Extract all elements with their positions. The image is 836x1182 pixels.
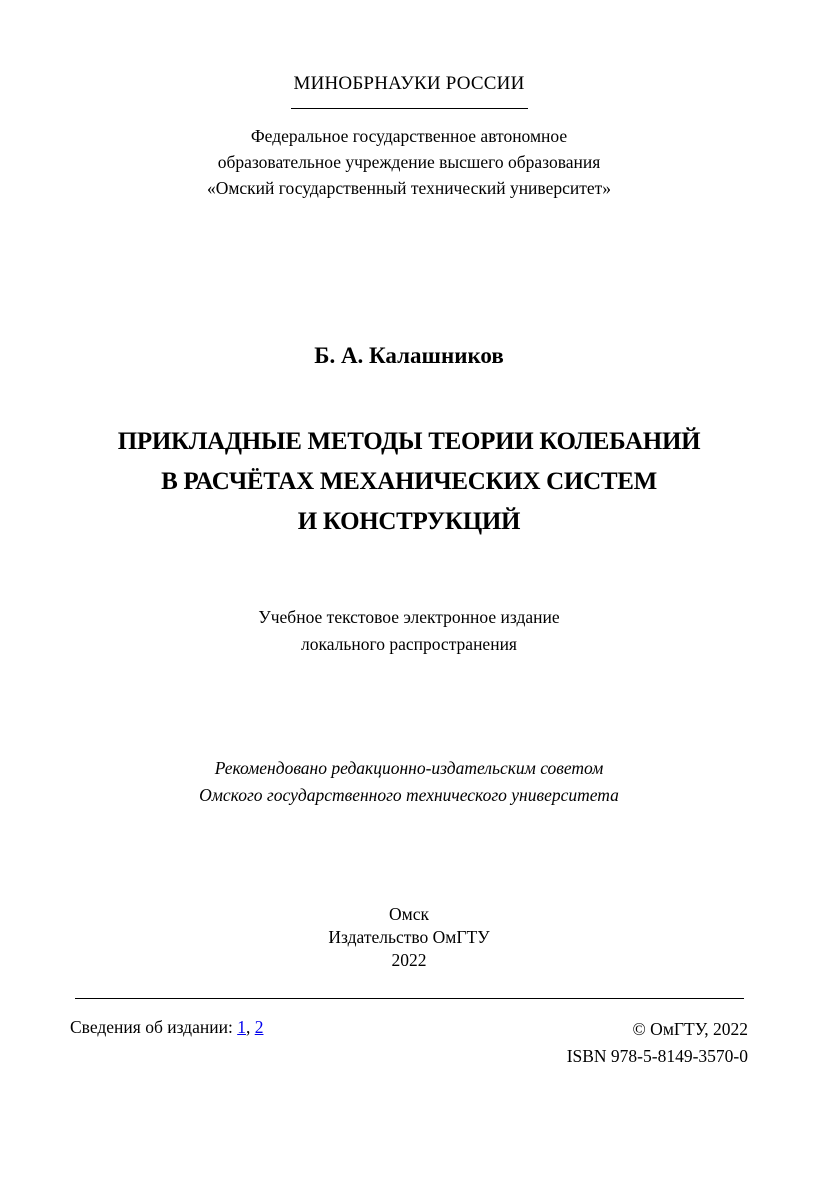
imprint-city: Омск — [389, 904, 429, 924]
edition-line-1: Учебное текстовое электронное издание — [258, 607, 560, 627]
title-line-3: И КОНСТРУКЦИЙ — [297, 508, 521, 535]
isbn: ISBN 978-5-8149-3570-0 — [566, 1046, 748, 1066]
ministry-name: МИНОБРНАУКИ РОССИИ — [293, 73, 525, 94]
title-line-1: ПРИКЛАДНЫЕ МЕТОДЫ ТЕОРИИ КОЛЕБАНИЙ — [117, 428, 701, 455]
imprint-block — [259, 903, 559, 972]
institution-line-3: «Омский государственный технический университет» — [206, 178, 612, 198]
institution-block — [109, 123, 709, 201]
footer-divider — [75, 998, 744, 999]
edition-line-2: локального распространения — [301, 634, 517, 654]
institution-line-2: образовательное учреждение высшего образования — [217, 152, 601, 172]
imprint-publisher: Издательство ОмГТУ — [328, 927, 490, 947]
edition-type — [159, 604, 659, 658]
recommendation-line-1: Рекомендовано редакционно-издательским советом — [214, 758, 604, 778]
ministry-divider — [291, 108, 528, 109]
book-title — [59, 422, 759, 542]
edition-info-link-2[interactable]: 2 — [254, 1017, 264, 1037]
institution-line-1: Федеральное государственное автономное — [250, 126, 568, 146]
edition-info-label: Сведения об издании: — [70, 1017, 238, 1037]
imprint-year: 2022 — [391, 950, 427, 970]
copyright: © ОмГТУ, 2022 — [632, 1019, 748, 1039]
author-name: Б. А. Калашников — [314, 343, 504, 368]
edition-info-link-1[interactable]: 1 — [237, 1017, 246, 1037]
edition-info-separator: , — [245, 1017, 255, 1037]
title-line-2: В РАСЧЁТАХ МЕХАНИЧЕСКИХ СИСТЕМ — [161, 468, 657, 495]
edition-info — [70, 1016, 263, 1038]
recommendation-line-2: Омского государственного технического университета — [199, 785, 619, 805]
copyright-block — [567, 1016, 748, 1070]
recommendation — [109, 755, 709, 809]
